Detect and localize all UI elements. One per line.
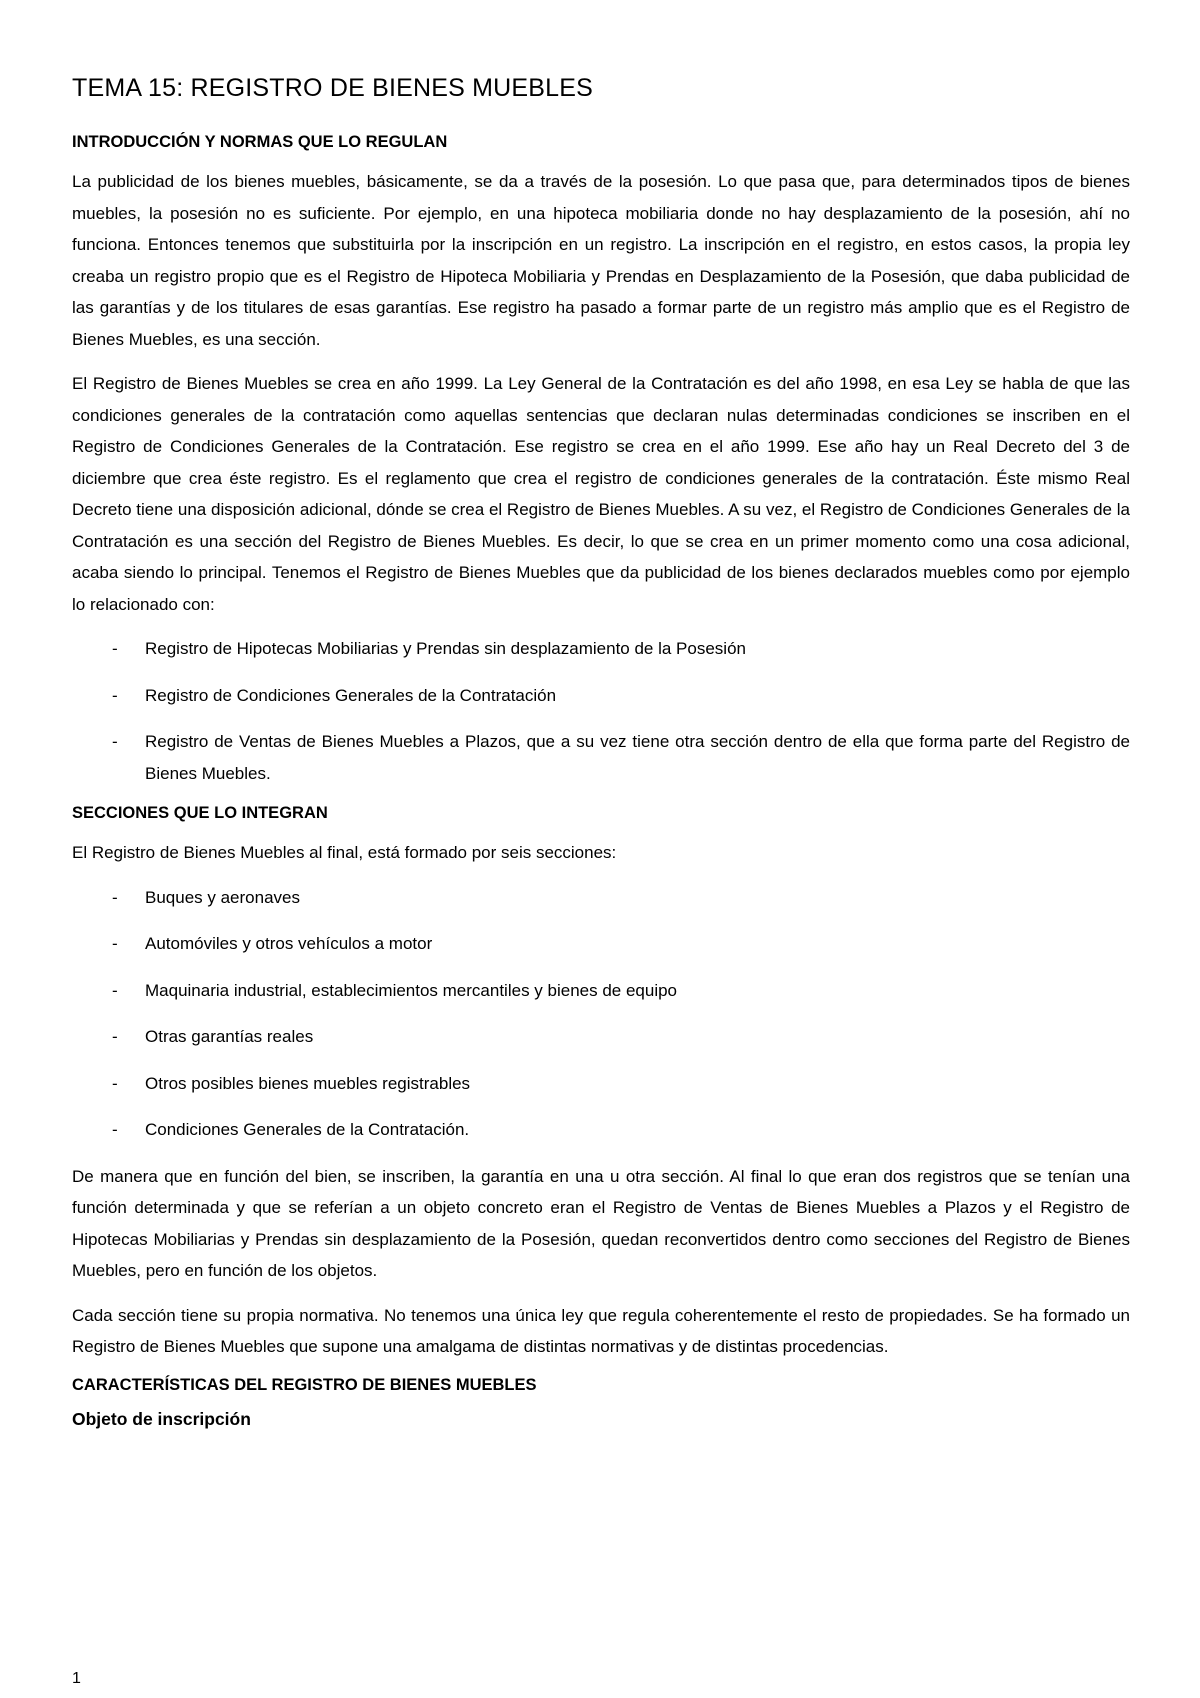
page-number: 1 bbox=[72, 1670, 81, 1687]
section-heading-caracteristicas: CARACTERÍSTICAS DEL REGISTRO DE BIENES MUEBLES bbox=[72, 1375, 537, 1394]
list-item: - Registro de Hipotecas Mobiliarias y Prendas sin desplazamiento de la Posesión bbox=[72, 633, 1130, 665]
paragraph: Cada sección tiene su propia normativa. No tenemos una única ley que regula coherentemente el resto de propiedades. Se ha formado un Registro de Bienes Muebles que supone una amalgama de distintas normativas y de distintas procedencias. bbox=[72, 1305, 1130, 1356]
section-heading-secciones: SECCIONES QUE LO INTEGRAN bbox=[72, 804, 328, 822]
sections-list bbox=[72, 882, 1130, 1146]
list-item: - Maquinaria industrial, establecimientos mercantiles y bienes de equipo bbox=[72, 975, 1130, 1007]
list-item: - Buques y aeronaves bbox=[72, 882, 1130, 914]
paragraph: El Registro de Bienes Muebles se crea en año 1999. La Ley General de la Contratación es del año 1998, en esa Ley se habla de que las condiciones generales de la contratación como aquellas sentencias que declaran nulas determinadas condiciones se inscriben en el Registro de Condiciones Generales de la Contratación. Ese registro se crea en el año 1999. Ese año hay un Real Decreto del 3 de diciembre que crea éste registro. Es el reglamento que crea el registro de condiciones generales de la contratación. Éste mismo Real Decreto tiene una disposición adicional, dónde se crea el Registro de Bienes Muebles. A su vez, el Registro de Condiciones Generales de la Contratación es una sección del Registro de Bienes Muebles. Es decir, lo que se crea en un primer momento como una cosa adicional, acaba siendo lo principal. Tenemos el Registro de Bienes Muebles que da publicidad de los bienes declarados muebles como por ejemplo lo relacionado con: bbox=[72, 374, 1130, 614]
paragraph: De manera que en función del bien, se inscriben, la garantía en una u otra sección. Al final lo que eran dos registros que se tenían una función determinada y que se referían a un objeto concreto eran el Registro de Ventas de Bienes Muebles a Plazos y el Registro de Hipotecas Mobiliarias y Prendas sin desplazamiento de la Posesión, quedan reconvertidos dentro como secciones del Registro de Bienes Muebles, pero en función de los objetos. bbox=[72, 1166, 1130, 1280]
list-item: - Automóviles y otros vehículos a motor bbox=[72, 928, 1130, 960]
registry-list bbox=[72, 633, 1130, 789]
document-page bbox=[72, 74, 1130, 1444]
section-heading-introduccion: INTRODUCCIÓN Y NORMAS QUE LO REGULAN bbox=[72, 133, 448, 151]
list-item: - Otras garantías reales bbox=[72, 1021, 1130, 1053]
subheading-objeto: Objeto de inscripción bbox=[72, 1408, 251, 1429]
paragraph: La publicidad de los bienes muebles, básicamente, se da a través de la posesión. Lo que pasa que, para determinados tipos de bienes muebles, la posesión no es suficiente. Por ejemplo, en una hipoteca mobiliaria donde no hay desplazamiento de la posesión, ahí no funciona. Entonces tenemos que substituirla por la inscripción en un registro. La inscripción en el registro, en estos casos, la propia ley creaba un registro propio que es el Registro de Hipoteca Mobiliaria y Prendas en Desplazamiento de la Posesión, que daba publicidad de las garantías y de los titulares de esas garantías. Ese registro ha pasado a formar parte de un registro más amplio que es el Registro de Bienes Muebles, es una sección. bbox=[72, 172, 1130, 349]
list-item: - Registro de Ventas de Bienes Muebles a Plazos, que a su vez tiene otra sección dentro de ella que forma parte del Registro de Bienes Muebles. bbox=[72, 726, 1130, 789]
paragraph: El Registro de Bienes Muebles al final, está formado por seis secciones: bbox=[72, 843, 617, 862]
list-item: - Registro de Condiciones Generales de la Contratación bbox=[72, 680, 1130, 712]
list-item: - Otros posibles bienes muebles registrables bbox=[72, 1068, 1130, 1100]
document-title: TEMA 15: REGISTRO DE BIENES MUEBLES bbox=[72, 74, 594, 102]
list-item: - Condiciones Generales de la Contratación. bbox=[72, 1114, 1130, 1146]
